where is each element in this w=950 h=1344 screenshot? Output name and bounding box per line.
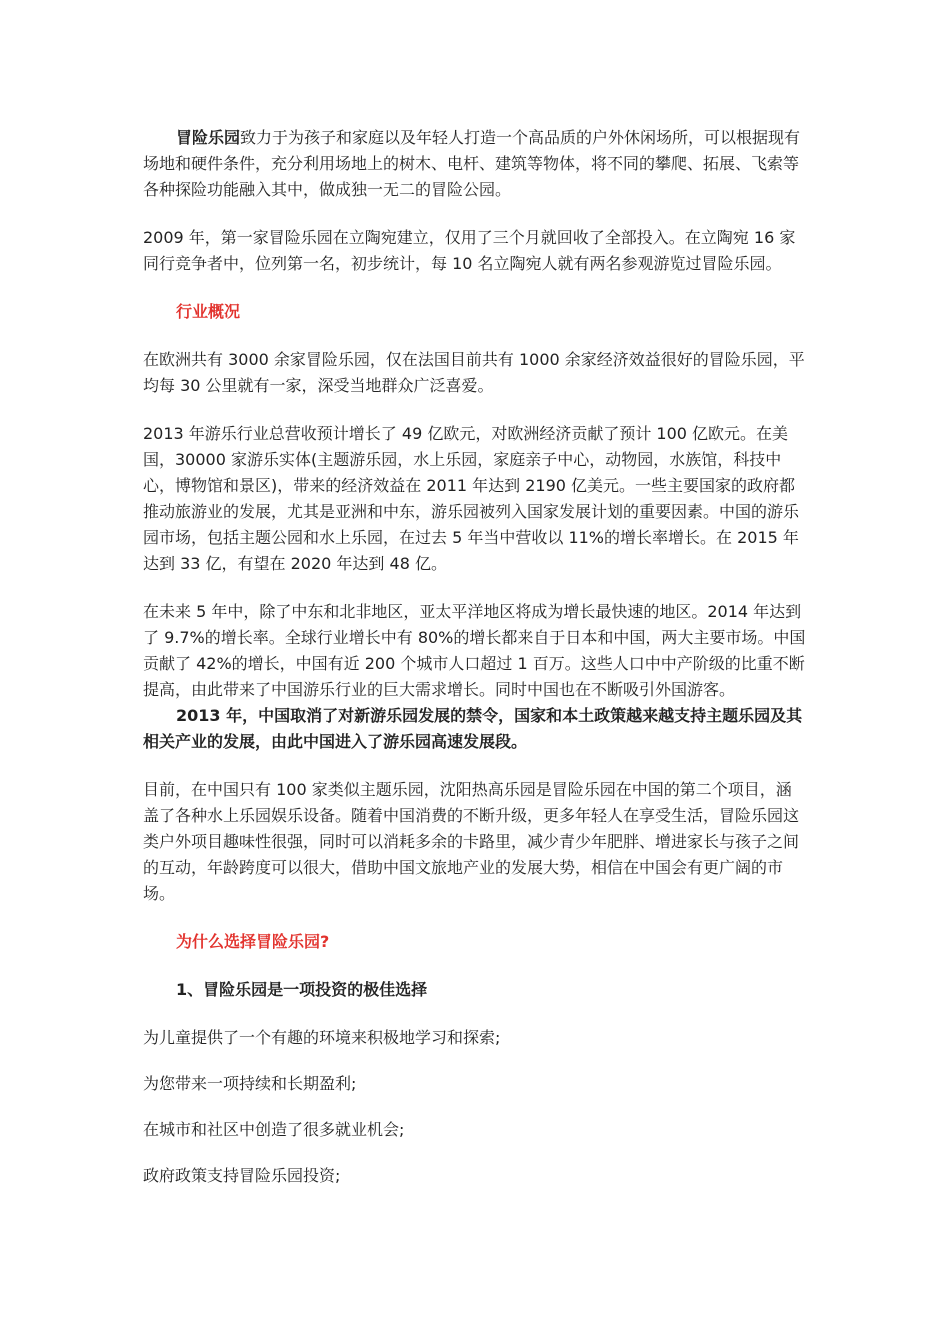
section-heading-industry: 行业概况 — [176, 302, 241, 321]
subheading-investment: 1、冒险乐园是一项投资的极佳选择 — [176, 980, 428, 999]
growth-paragraph: 在未来 5 年中，除了中东和北非地区，亚太平洋地区将成为增长最快速的地区。2014 年达到了 9.7%的增长率。全球行业增长中有 80%的增长都来自于日本和中国，两大主要市场。中国贡献了 42%的增长，中国有近 200 个城市人口超过 1 百万。这些人口中中产阶级的比重不断提高，由此带来了中国游乐行业的巨大需求增长。同时中国也在不断吸引外国游客。 — [143, 602, 806, 699]
europe-paragraph: 在欧洲共有 3000 余家冒险乐园，仅在法国目前共有 1000 余家经济效益很好的冒险乐园，平均每 30 公里就有一家，深受当地群众广泛喜爱。 — [143, 350, 805, 395]
history-paragraph: 2009 年，第一家冒险乐园在立陶宛建立，仅用了三个月就回收了全部投入。在立陶宛 16 家同行竞争者中，位列第一名，初步统计，每 10 名立陶宛人就有两名参观游览过冒险乐园。 — [143, 228, 796, 273]
revenue-paragraph: 2013 年游乐行业总营收预计增长了 49 亿欧元，对欧洲经济贡献了预计 100 亿欧元。在美国，30000 家游乐实体(主题游乐园，水上乐园，家庭亲子中心，动物园，水族馆，科技中心，博物馆和景区)，带来的经济效益在 2011 年达到 2190 亿美元。一些主要国家的政府都推动旅游业的发展，尤其是亚洲和中东，游乐园被列入国家发展计划的重要因素。中国的游乐园市场，包括主题公园和水上乐园，在过去 5 年当中营收以 11%的增长率增长。在 2015 年达到 33 亿，有望在 2020 年达到 48 亿。 — [143, 424, 800, 573]
section-heading-why: 为什么选择冒险乐园? — [176, 932, 330, 951]
list-item: 政府政策支持冒险乐园投资; — [143, 1166, 341, 1185]
list-item: 为您带来一项持续和长期盈利; — [143, 1074, 357, 1093]
document-page — [143, 125, 807, 1209]
intro-text: 致力于为孩子和家庭以及年轻人打造一个高品质的户外休闲场所，可以根据现有场地和硬件条件，充分利用场地上的树木、电杆、建筑等物体，将不同的攀爬、拓展、飞索等各种探险功能融入其中，做成独一无二的冒险公园。 — [143, 128, 801, 199]
intro-paragraph — [143, 125, 807, 203]
list-item: 在城市和社区中创造了很多就业机会; — [143, 1120, 405, 1139]
brand-name: 冒险乐园 — [176, 128, 241, 147]
china-market-paragraph: 目前，在中国只有 100 家类似主题乐园，沈阳热高乐园是冒险乐园在中国的第二个项目，涵盖了各种水上乐园娱乐设备。随着中国消费的不断升级，更多年轻人在享受生活，冒险乐园这类户外项目趣味性很强，同时可以消耗多余的卡路里，减少青少年肥胖、增进家长与孩子之间的互动，年龄跨度可以很大，借助中国文旅地产业的发展大势，相信在中国会有更广阔的市场。 — [143, 780, 800, 903]
list-item: 为儿童提供了一个有趣的环境来积极地学习和探索; — [143, 1028, 501, 1047]
policy-paragraph: 2013 年，中国取消了对新游乐园发展的禁令，国家和本土政策越来越支持主题乐园及其相关产业的发展，由此中国进入了游乐园高速发展段。 — [143, 706, 803, 751]
